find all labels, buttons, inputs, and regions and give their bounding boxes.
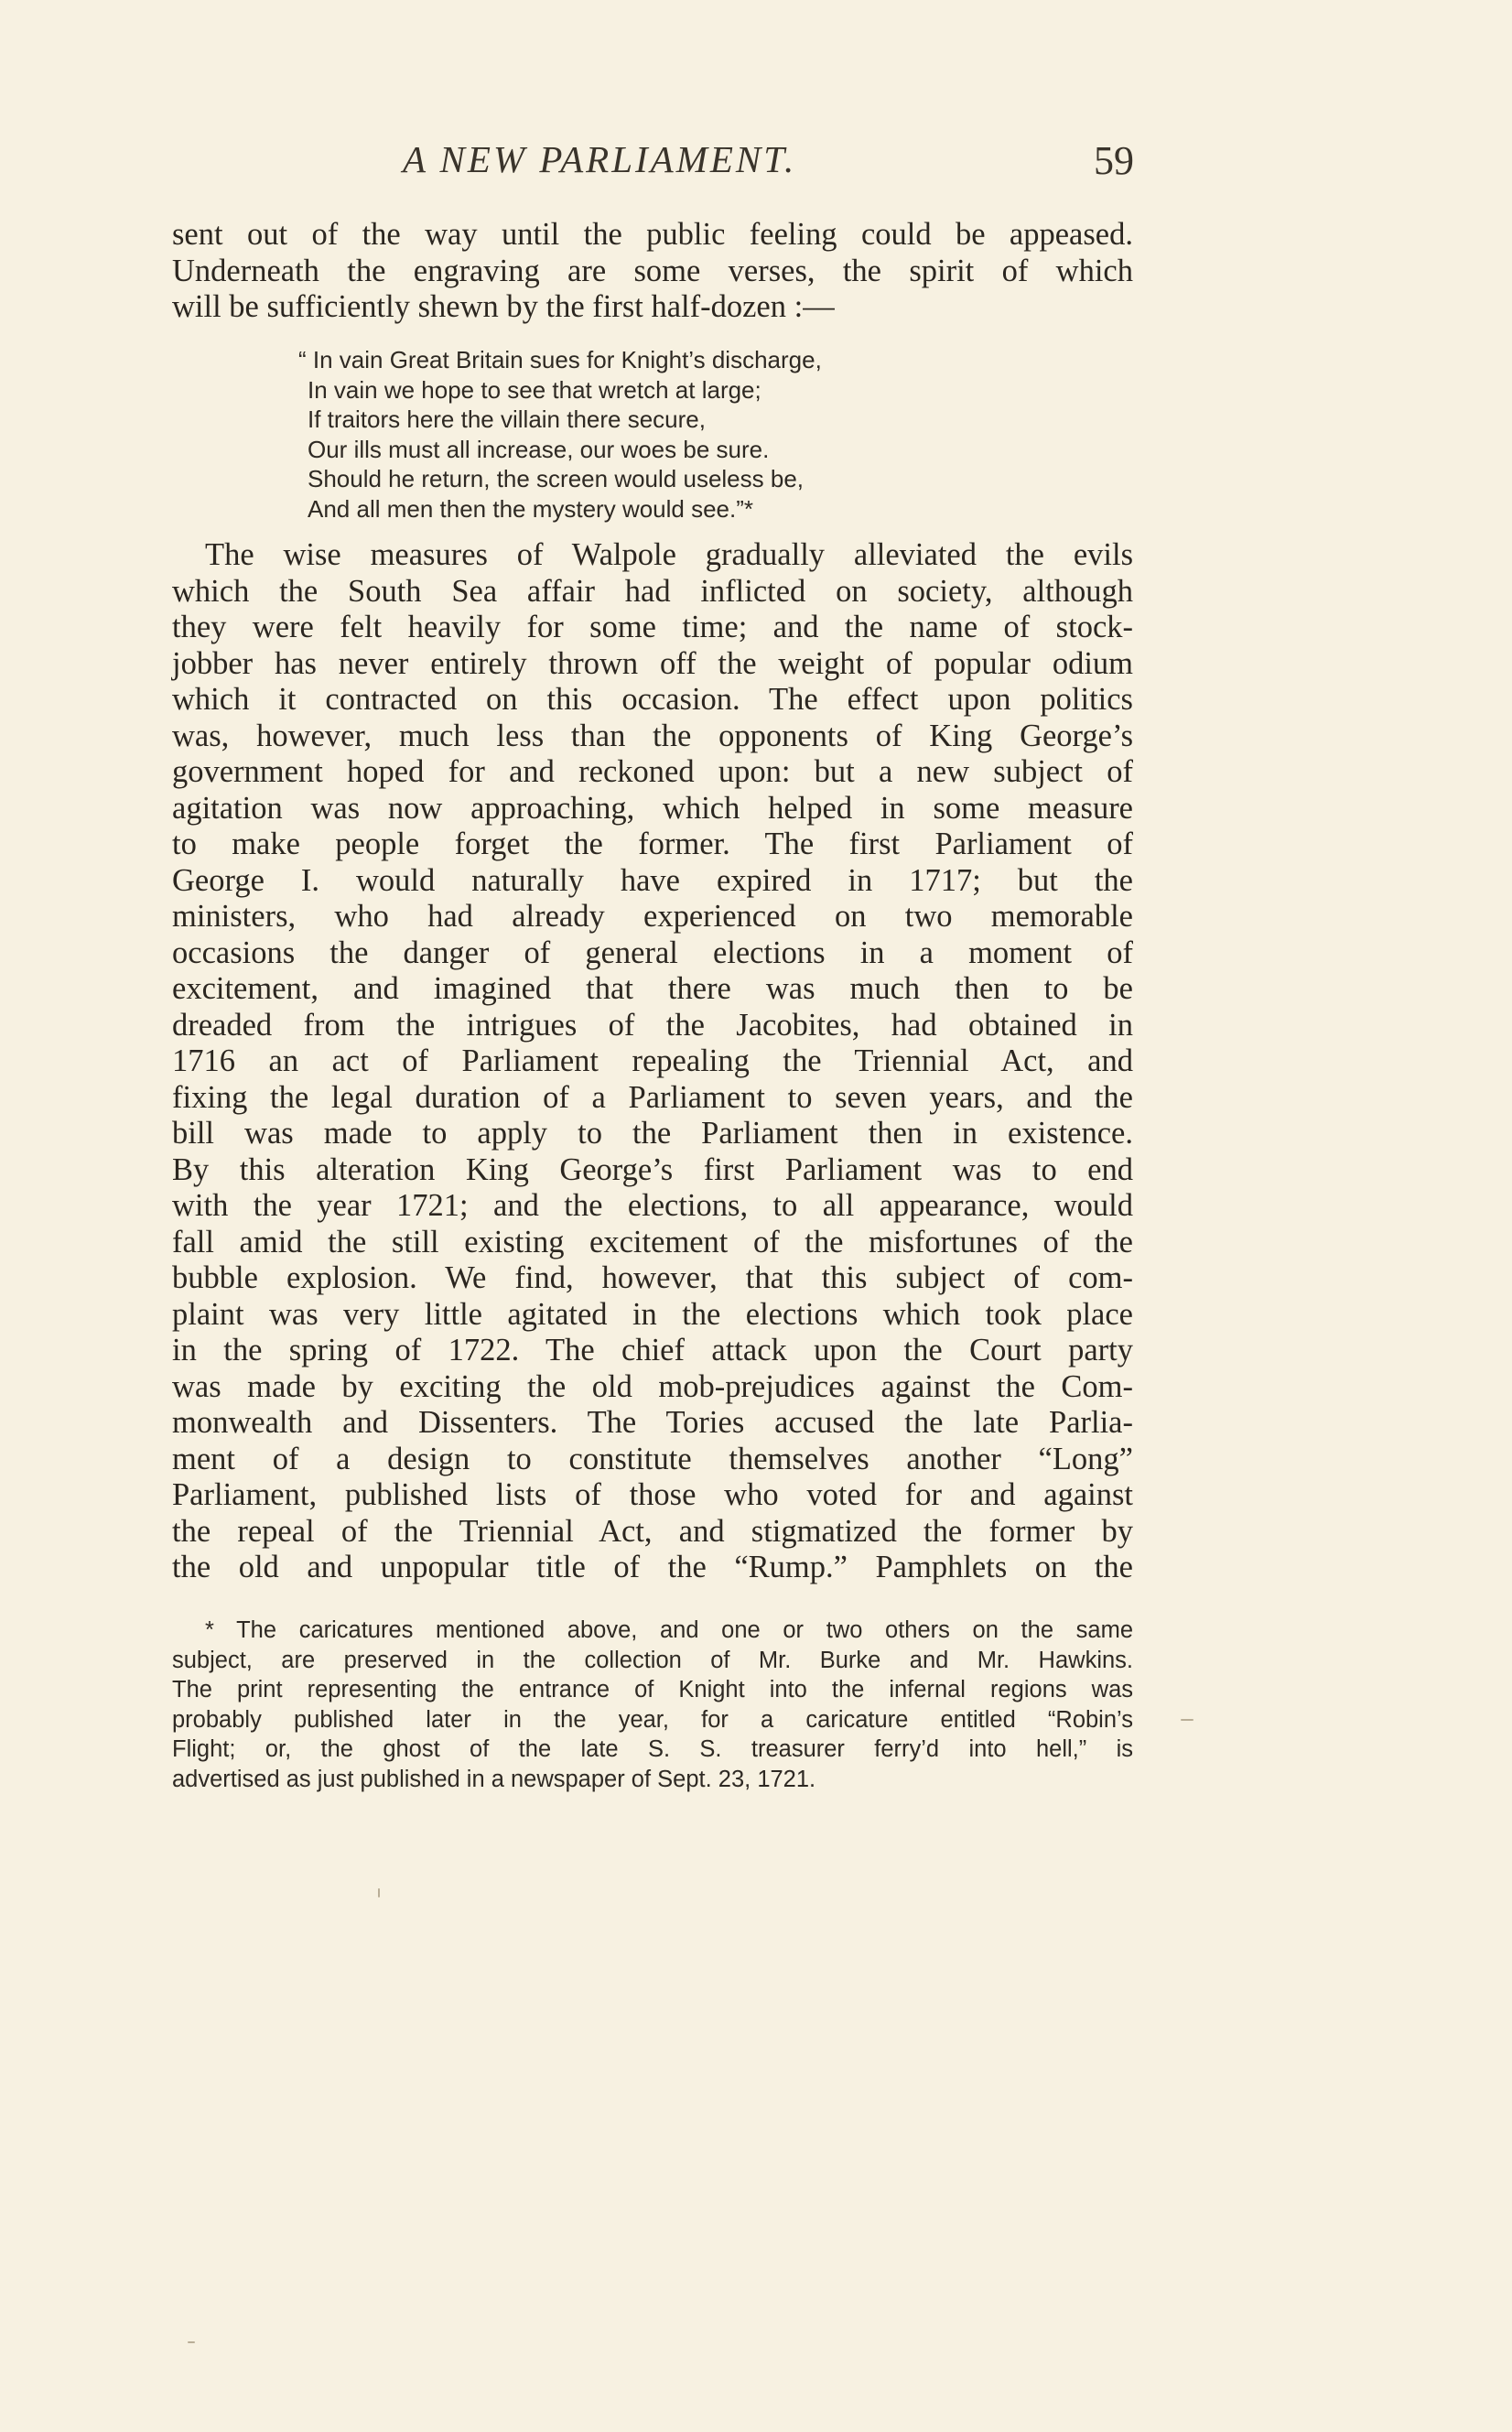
text-line: jobber has never entirely thrown off the weight of popular odium [172,645,1133,681]
text-line: in the spring of 1722. The chief attack upon the Court party [172,1333,1133,1367]
footnote-line: subject, are preserved in the collection of Mr. Burke and Mr. Hawkins. [172,1647,1133,1673]
text-line: which it contracted on this occasion. The effect upon politics [172,682,1133,717]
text-line: government hoped for and reckoned upon: but a new subject of [172,754,1133,789]
text-line: the old and unpopular title of the “Rump.” Pamphlets on the [172,1550,1133,1584]
text-line: was made by exciting the old mob-prejudices against the Com- [172,1368,1133,1404]
text-line: the repeal of the Triennial Act, and stigmatized the former by [172,1513,1133,1549]
footnote-line: advertised as just published in a newspaper of Sept. 23, 1721. [172,1766,816,1792]
text-line: plaint was very little agitated in the elections which took place [172,1296,1133,1332]
text-line: fixing the legal duration of a Parliament to seven years, and the [172,1079,1133,1115]
verse-line: If traitors here the villain there secure, [308,405,706,434]
text-line: sent out of the way until the public feeling could be appeased. [172,217,1133,252]
text-line: Underneath the engraving are some verses, the spirit of which [172,253,1133,288]
verse-line: “ In vain Great Britain sues for Knight’s discharge, [298,346,822,373]
verse-line: Our ills must all increase, our woes be sure. [308,435,770,463]
text-line: George I. would naturally have expired in 1717; but the [172,862,1133,898]
text-line: was, however, much less than the opponents of King George’s [172,718,1133,753]
text-line: which the South Sea affair had inflicted on society, although [172,573,1133,609]
text-line: will be sufficiently shewn by the first half-dozen :— [172,289,835,324]
footnote-line: The print representing the entrance of Knight into the infernal regions was [172,1677,1133,1702]
verse-quotation [298,345,822,524]
text-line: ministers, who had already experienced on two memorable [172,899,1133,934]
text-line: The wise measures of Walpole gradually alleviated the evils [205,537,1133,572]
footnote-line: probably published later in the year, for a caricature entitled “Robin’s [172,1706,1133,1733]
text-line: 1716 an act of Parliament repealing the Triennial Act, and [172,1043,1133,1078]
footnote-line: * The caricatures mentioned above, and one or two others on the same [205,1617,1133,1643]
text-line: to make people forget the former. The first Parliament of [172,827,1133,861]
text-line: bubble explosion. We find, however, that this subject of com- [172,1260,1133,1295]
text-line: By this alteration King George’s first Parliament was to end [172,1151,1133,1187]
text-line: excitement, and imagined that there was much then to be [172,971,1133,1006]
footnote [172,1616,1133,1794]
text-line: they were felt heavily for some time; and the name of stock- [172,610,1133,644]
paper-speck [1181,1719,1193,1721]
text-line: fall amid the still existing excitement of the misfortunes of the [172,1224,1133,1259]
verse-line: And all men then the mystery would see.”* [308,494,754,523]
text-line: occasions the danger of general elections in a moment of [172,935,1133,970]
intro-paragraph [172,217,1133,326]
text-line: Parliament, published lists of those who voted for and against [172,1477,1133,1512]
paper-speck [188,2341,195,2343]
text-line: agitation was now approaching, which helped in some measure [172,790,1133,826]
text-line: ment of a design to constitute themselves another “Long” [172,1441,1133,1476]
text-line: bill was made to apply to the Parliament then in existence. [172,1116,1133,1151]
paper-speck [378,1888,380,1897]
body-paragraph [172,537,1133,1586]
text-line: with the year 1721; and the elections, to all appearance, would [172,1188,1133,1223]
verse-line: Should he return, the screen would useless be, [308,465,805,493]
footnote-line: Flight; or, the ghost of the late S. S. treasurer ferry’d into hell,” is [172,1736,1133,1762]
running-head-title: A NEW PARLIAMENT. [403,138,797,180]
text-line: dreaded from the intrigues of the Jacobites, had obtained in [172,1007,1133,1043]
page-number: 59 [1094,138,1134,183]
text-line: monwealth and Dissenters. The Tories accused the late Parlia- [172,1405,1133,1440]
verse-line: In vain we hope to see that wretch at large; [308,375,761,404]
